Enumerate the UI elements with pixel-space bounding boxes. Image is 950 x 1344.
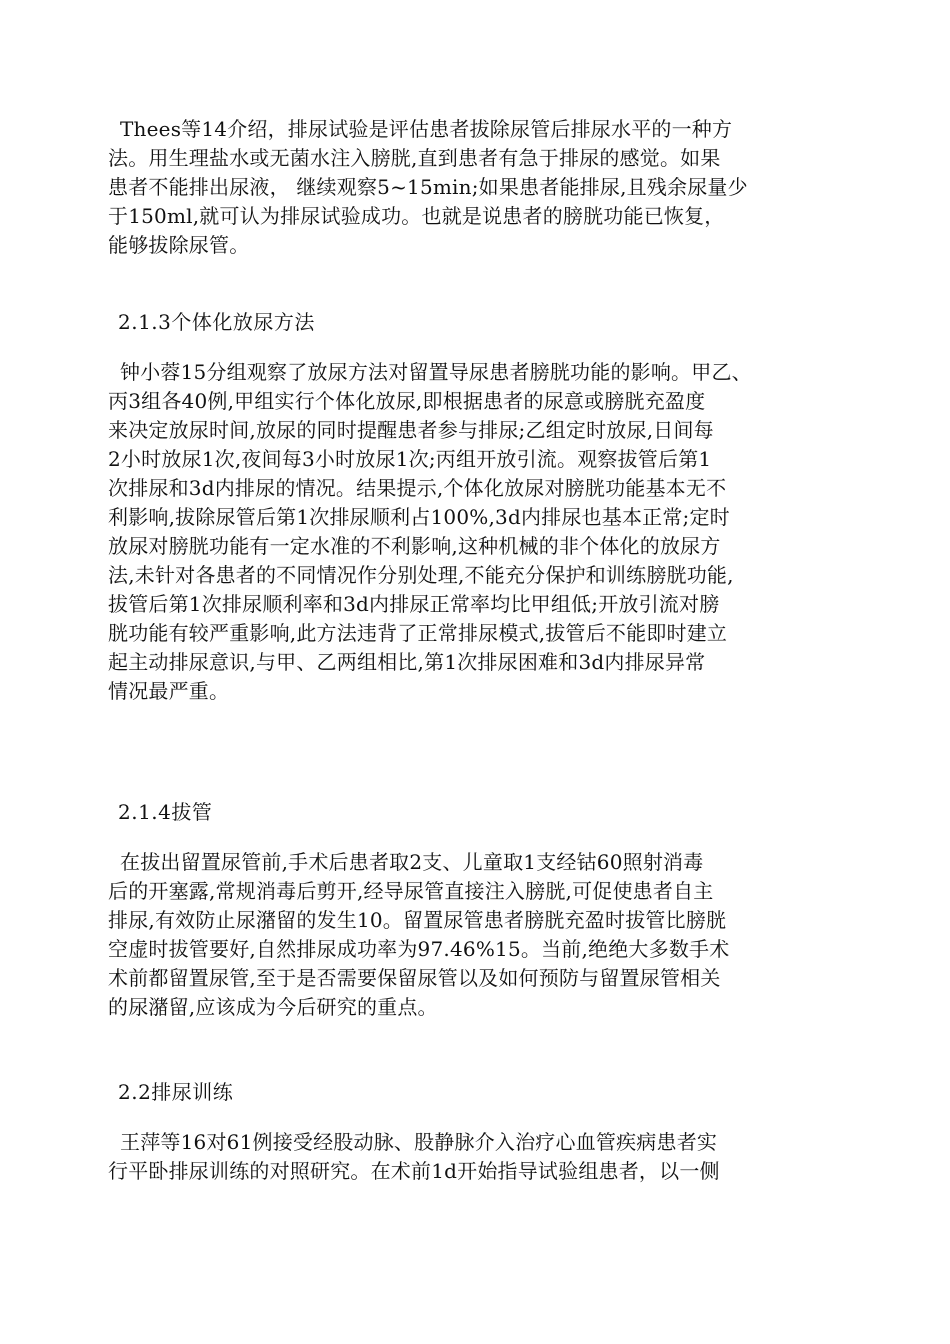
section-heading-2-1-3: 2.1.3个体化放尿方法 [118,310,315,334]
text-line: 于150ml,就可认为排尿试验成功。也就是说患者的膀胱功能已恢复， [108,204,725,228]
text-line: 后的开塞露,常规消毒后剪开,经导尿管直接注入膀胱,可促使患者自主 [108,879,714,903]
text-line: 王萍等16对61例接受经股动脉、股静脉介入治疗心血管疾病患者实 [120,1130,718,1154]
text-line: 胱功能有较严重影响,此方法违背了正常排尿模式,拔管后不能即时建立 [108,621,728,645]
text-line: Thees等14介绍，排尿试验是评估患者拔除尿管后排尿水平的一种方 [120,117,733,141]
text-line: 在拔出留置尿管前,手术后患者取2支、儿童取1支经钴60照射消毒 [120,850,704,874]
paragraph-catheter-removal [108,848,868,1022]
text-line: 情况最严重。 [108,679,230,703]
text-line: 丙3组各40例,甲组实行个体化放尿,即根据患者的尿意或膀胱充盈度 [108,389,706,413]
paragraph-individualized-drainage [108,358,868,706]
text-line: 行平卧排尿训练的对照研究。在术前1d开始指导试验组患者，以一侧 [108,1159,720,1183]
text-line: 起主动排尿意识,与甲、乙两组相比,第1次排尿困难和3d内排尿异常 [108,650,706,674]
text-line: 利影响,拔除尿管后第1次排尿顺利占100%,3d内排尿也基本正常;定时 [108,505,730,529]
text-line: 次排尿和3d内排尿的情况。结果提示,个体化放尿对膀胱功能基本无不 [108,476,727,500]
text-line: 法,未针对各患者的不同情况作分别处理,不能充分保护和训练膀胱功能, [108,563,734,587]
section-heading-2-2: 2.2排尿训练 [118,1080,234,1104]
paragraph-urination-test [108,115,868,260]
text-line: 钟小蓉15分组观察了放尿方法对留置导尿患者膀胱功能的影响。甲乙、 [120,360,752,384]
text-line: 能够拔除尿管。 [108,233,250,257]
text-line: 术前都留置尿管,至于是否需要保留尿管以及如何预防与留置尿管相关 [108,966,721,990]
text-line: 空虚时拔管要好,自然排尿成功率为97.46%15。当前,绝绝大多数手术 [108,937,730,961]
text-line: 法。用生理盐水或无菌水注入膀胱,直到患者有急于排尿的感觉。如果 [108,146,721,170]
text-line: 拔管后第1次排尿顺利率和3d内排尿正常率均比甲组低;开放引流对膀 [108,592,720,616]
section-heading-2-1-4: 2.1.4拔管 [118,800,213,824]
text-line: 来决定放尿时间,放尿的同时提醒患者参与排尿;乙组定时放尿,日间每 [108,418,714,442]
text-line: 的尿潴留,应该成为今后研究的重点。 [108,995,438,1019]
text-line: 2小时放尿1次,夜间每3小时放尿1次;丙组开放引流。观察拔管后第1 [108,447,712,471]
text-line: 患者不能排出尿液， 继续观察5~15min;如果患者能排尿,且残余尿量少 [108,175,748,199]
text-line: 排尿,有效防止尿潴留的发生10。留置尿管患者膀胱充盈时拔管比膀胱 [108,908,727,932]
paragraph-urination-training [108,1128,868,1186]
text-line: 放尿对膀胱功能有一定水准的不利影响,这种机械的非个体化的放尿方 [108,534,721,558]
